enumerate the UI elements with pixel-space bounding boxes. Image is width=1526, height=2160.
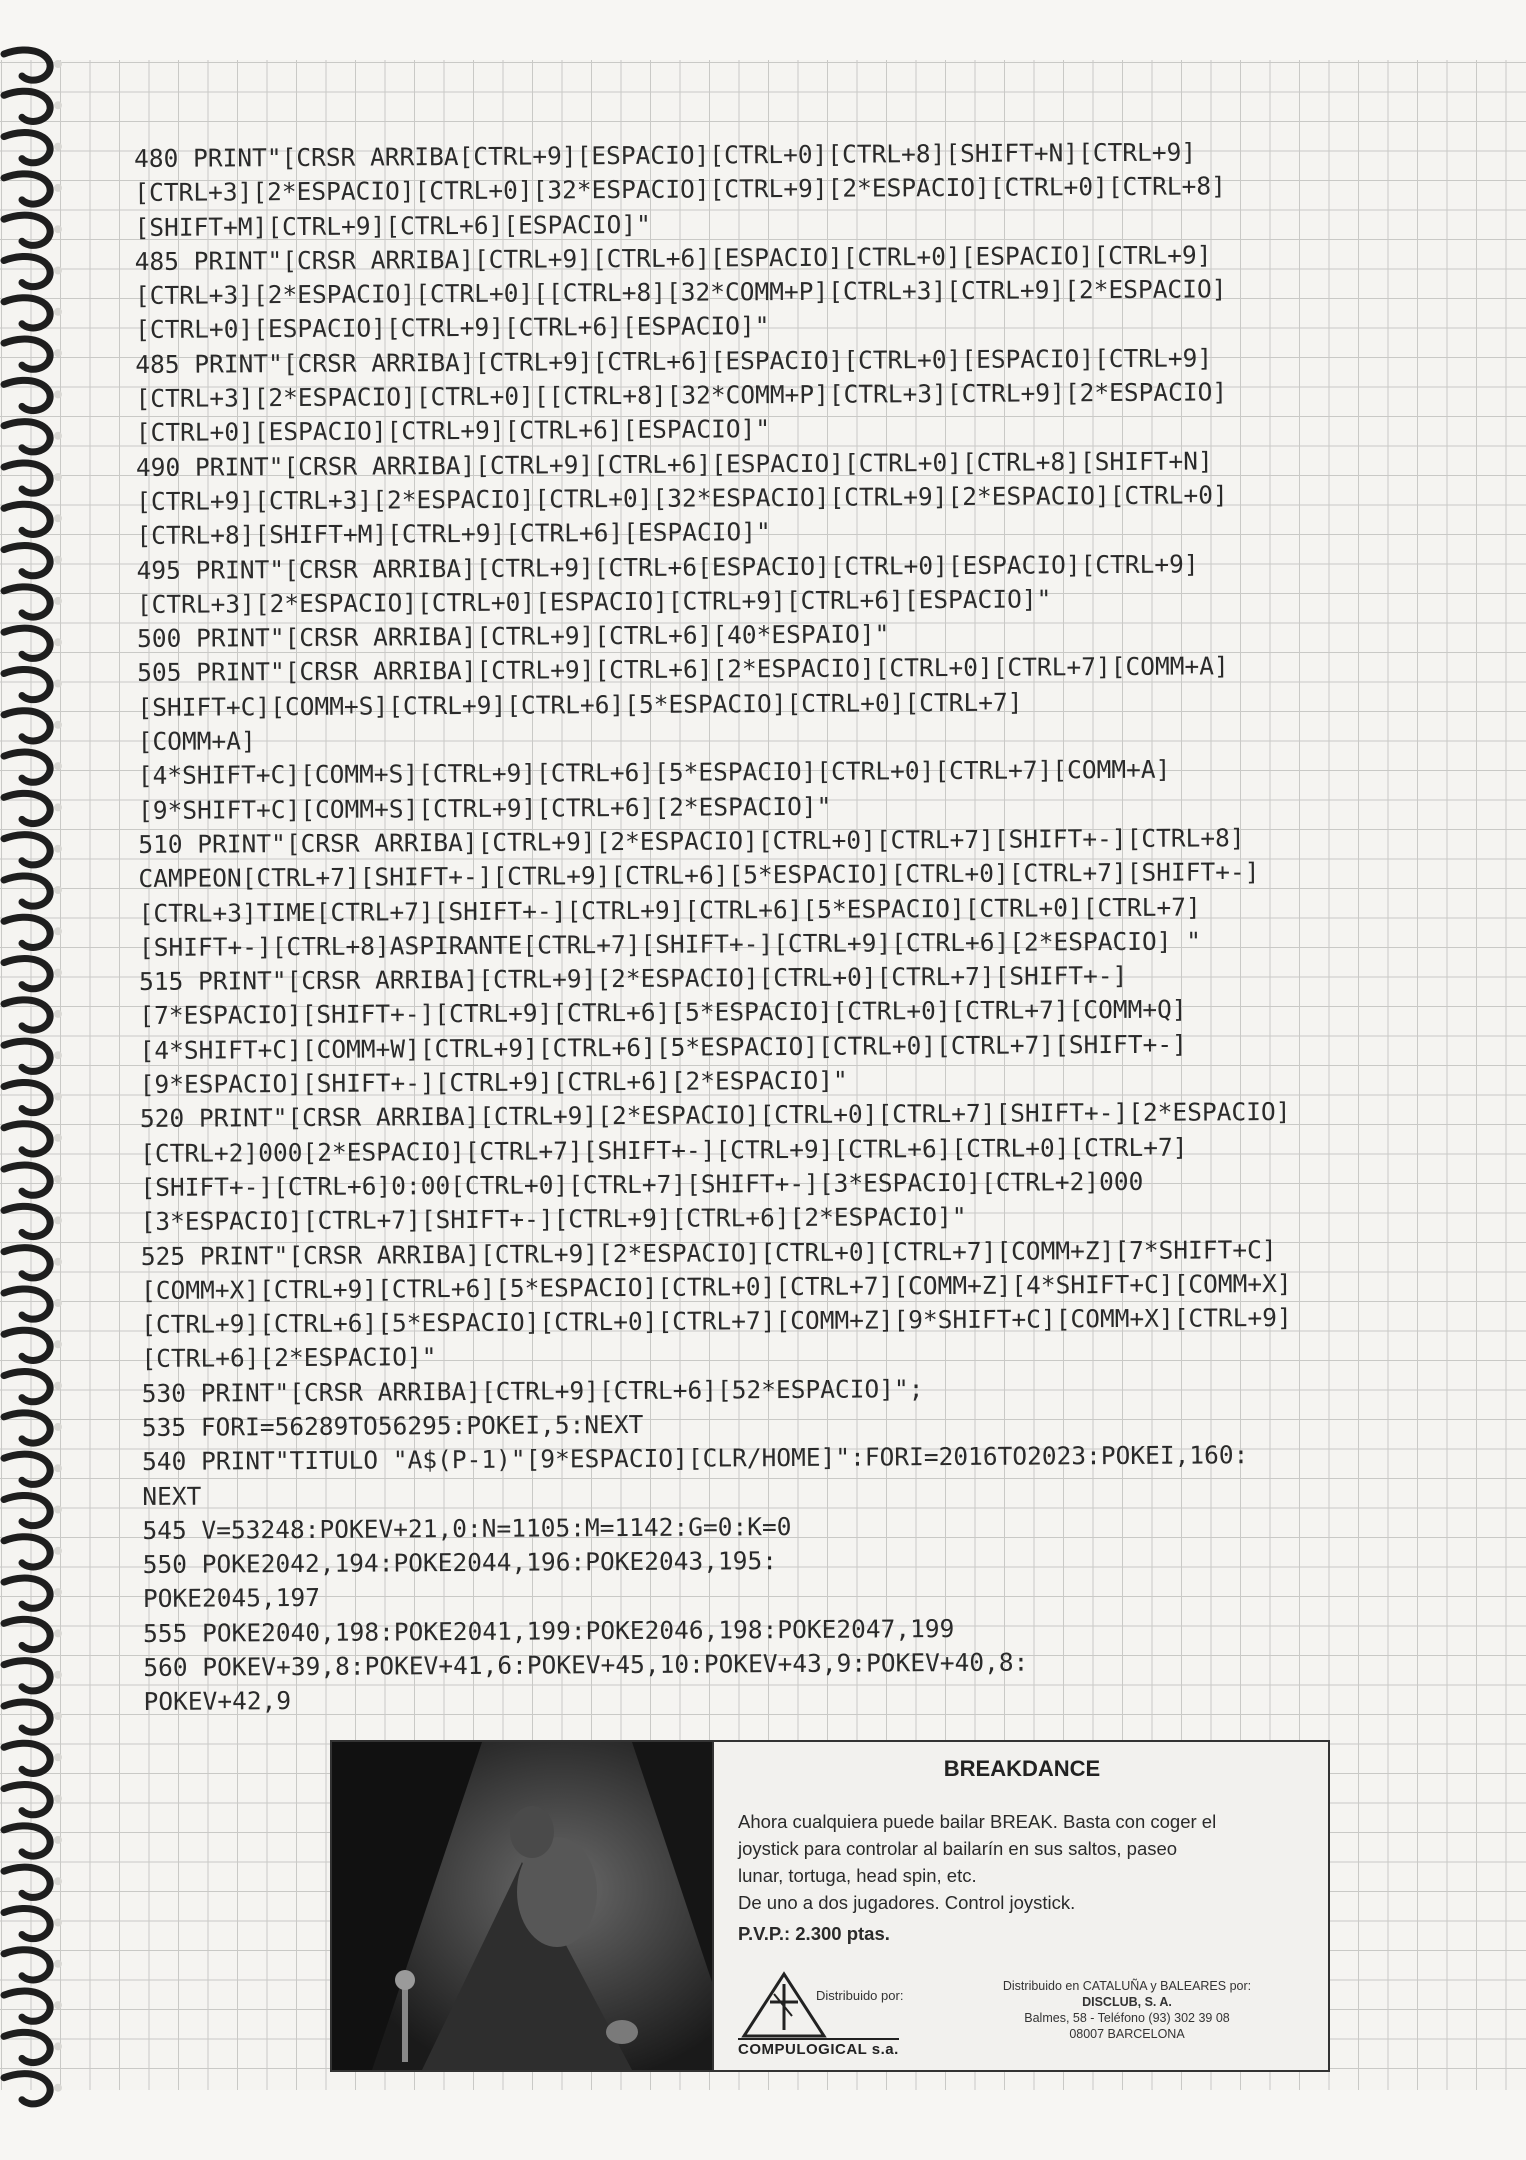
binding-hole [54,762,62,770]
code-line: 560 POKEV+39,8:POKEV+41,6:POKEV+45,10:POKEV+43,9:POKEV+40,8: [143,1647,1029,1683]
code-line: 490 PRINT"[CRSR ARRIBA][CTRL+9][CTRL+6][ESPACIO][CTRL+0][CTRL+8][SHIFT+N] [135,446,1213,482]
code-line: 485 PRINT"[CRSR ARRIBA][CTRL+9][CTRL+6][ESPACIO][CTRL+0][ESPACIO][CTRL+9] [135,343,1213,379]
spiral-ring [4,876,50,906]
binding-hole [54,473,62,481]
spiral-ring [4,380,50,410]
compulogical-logo-text: COMPULOGICAL s.a. [738,2038,899,2058]
code-line: [9*SHIFT+C][COMM+S][CTRL+9][CTRL+6][2*ESPACIO]" [137,791,832,825]
binding-hole [54,1134,62,1142]
spiral-ring [4,917,50,947]
code-line: POKE2045,197 [142,1583,321,1614]
code-line: [3*ESPACIO][CTRL+7][SHIFT+-][CTRL+9][CTRL+6][2*ESPACIO]" [140,1202,967,1237]
ad-description-line: De uno a dos jugadores. Control joystick. [738,1892,1076,1913]
distributor-city: 08007 BARCELONA [1069,2027,1185,2041]
binding-hole [54,1258,62,1266]
spiral-ring [4,298,50,328]
basic-code-listing [134,134,1504,1720]
spiral-ring [4,587,50,617]
spiral-ring [4,1000,50,1030]
binding-hole [54,1671,62,1679]
binding-hole [54,1795,62,1803]
code-line: 515 PRINT"[CRSR ARRIBA][CTRL+9][2*ESPACIO][CTRL+0][CTRL+7][SHIFT+-] [139,961,1128,997]
code-line: 505 PRINT"[CRSR ARRIBA][CTRL+9][CTRL+6][2*ESPACIO][CTRL+0][CTRL+7][COMM+A] [137,651,1229,688]
binding-hole [54,1299,62,1307]
spiral-ring [4,463,50,493]
binding-hole [54,1712,62,1720]
code-line: NEXT [142,1481,202,1511]
binding-hole [54,143,62,151]
page-top-margin [0,0,1526,60]
binding-hole [54,1919,62,1927]
binding-hole [54,60,62,68]
spiral-ring [4,1082,50,1112]
code-line: [CTRL+3][2*ESPACIO][CTRL+0][ESPACIO][CTRL+9][CTRL+6][ESPACIO]" [136,584,1052,619]
code-line: [CTRL+3][2*ESPACIO][CTRL+0][[CTRL+8][32*COMM+P][CTRL+3][CTRL+9][2*ESPACIO] [135,377,1228,414]
binding-hole [54,2084,62,2092]
spiral-ring [4,628,50,658]
spiral-ring [4,91,50,121]
binding-hole [54,1340,62,1348]
code-line: [CTRL+2]000[2*ESPACIO][CTRL+7][SHIFT+-][CTRL+9][CTRL+6][CTRL+0][CTRL+7] [140,1132,1188,1168]
spiral-ring [4,669,50,699]
binding-hole [54,1093,62,1101]
binding-hole [54,1010,62,1018]
code-line: 545 V=53248:POKEV+21,0:N=1105:M=1142:G=0:K=0 [142,1511,792,1545]
spiral-ring [4,711,50,741]
spiral-ring [4,1619,50,1649]
binding-hole [54,184,62,192]
binding-hole [54,1382,62,1390]
code-line: 480 PRINT"[CRSR ARRIBA[CTRL+9][ESPACIO][CTRL+0][CTRL+8][SHIFT+N][CTRL+9] [134,137,1197,173]
spiral-ring [4,1413,50,1443]
spiral-ring [4,174,50,204]
code-line: 525 PRINT"[CRSR ARRIBA][CTRL+9][2*ESPACIO][CTRL+0][CTRL+7][COMM+Z][7*SHIFT+C] [140,1234,1277,1271]
binding-hole [54,1423,62,1431]
distributor-address: Balmes, 58 - Teléfono (93) 302 39 08 [1024,2011,1230,2025]
page-bottom-margin [0,2090,1526,2160]
code-line: [SHIFT+-][CTRL+8]ASPIRANTE[CTRL+7][SHIFT+-][CTRL+9][CTRL+6][2*ESPACIO] " [138,926,1202,962]
binding-hole [54,1836,62,1844]
spiral-binding [0,40,70,2120]
binding-hole [54,1464,62,1472]
spiral-ring [4,422,50,452]
code-line: 540 PRINT"TITULO "A$(P-1)"[9*ESPACIO][CLR/HOME]":FORI=2016TO2023:POKEI,160: [141,1440,1249,1477]
code-line: [SHIFT+-][CTRL+6]0:00[CTRL+0][CTRL+7][SHIFT+-][3*ESPACIO][CTRL+2]000 [140,1166,1144,1202]
spiral-ring [4,2032,50,2062]
code-line: [9*ESPACIO][SHIFT+-][CTRL+9][CTRL+6][2*ESPACIO]" [139,1065,848,1099]
binding-hole [54,721,62,729]
dancer-photo-image [332,1742,712,2070]
code-line: [CTRL+8][SHIFT+M][CTRL+9][CTRL+6][ESPACIO]" [136,517,771,551]
spiral-ring [4,1330,50,1360]
ad-photo [332,1742,712,2070]
spiral-ring [4,50,50,80]
binding-hole [54,349,62,357]
ad-title: BREAKDANCE [943,1756,1101,1781]
code-line: [7*ESPACIO][SHIFT+-][CTRL+9][CTRL+6][5*ESPACIO][CTRL+0][CTRL+7][COMM+Q] [139,995,1187,1031]
code-line: 500 PRINT"[CRSR ARRIBA][CTRL+9][CTRL+6][40*ESPAIO]" [136,619,890,654]
code-line: 530 PRINT"[CRSR ARRIBA][CTRL+9][CTRL+6][52*ESPACIO]"; [141,1373,924,1408]
ad-price: P.V.P.: 2.300 ptas. [738,1923,890,1944]
breakdance-advertisement [330,1740,1330,2072]
code-line: [CTRL+3][2*ESPACIO][CTRL+0][[CTRL+8][32*COMM+P][CTRL+3][CTRL+9][2*ESPACIO] [134,274,1227,311]
binding-hole [54,432,62,440]
code-line: 520 PRINT"[CRSR ARRIBA][CTRL+9][2*ESPACIO][CTRL+0][CTRL+7][SHIFT+-][2*ESPACIO] [139,1097,1291,1134]
spiral-ring [4,339,50,369]
binding-hole [54,308,62,316]
binding-hole [54,886,62,894]
spiral-ring [4,1124,50,1154]
binding-hole [54,969,62,977]
regional-distributor [932,1978,1322,2042]
spiral-ring [4,835,50,865]
spiral-ring [4,1165,50,1195]
spiral-ring [4,1743,50,1773]
spiral-ring [4,1702,50,1732]
code-line: [CTRL+0][ESPACIO][CTRL+9][CTRL+6][ESPACIO]" [135,311,770,345]
binding-hole [54,1877,62,1885]
spiral-ring [4,1867,50,1897]
binding-hole [54,1753,62,1761]
spiral-ring [4,1578,50,1608]
code-line: 495 PRINT"[CRSR ARRIBA][CTRL+9][CTRL+6[ESPACIO][CTRL+0][ESPACIO][CTRL+9] [136,549,1199,585]
spiral-ring [4,752,50,782]
spiral-ring [4,1661,50,1691]
binding-hole [54,1506,62,1514]
binding-hole [54,1960,62,1968]
ad-text-panel [712,1742,1330,2070]
binding-hole [54,2042,62,2050]
binding-hole [54,225,62,233]
spiral-ring [4,546,50,576]
code-line: [COMM+X][CTRL+9][CTRL+6][5*ESPACIO][CTRL+0][CTRL+7][COMM+Z][4*SHIFT+C][COMM+X] [140,1268,1292,1305]
spiral-ring [4,215,50,245]
spiral-ring [4,1991,50,2021]
spiral-ring [4,1248,50,1278]
binding-hole [54,927,62,935]
code-line: [4*SHIFT+C][COMM+S][CTRL+9][CTRL+6][5*ESPACIO][CTRL+0][CTRL+7][COMM+A] [137,755,1171,791]
binding-hole [54,680,62,688]
code-line: [4*SHIFT+C][COMM+W][CTRL+9][CTRL+6][5*ESPACIO][CTRL+0][CTRL+7][SHIFT+-] [139,1029,1187,1065]
code-line: 510 PRINT"[CRSR ARRIBA][CTRL+9][2*ESPACIO][CTRL+0][CTRL+7][SHIFT+-][CTRL+8] [138,823,1245,859]
binding-hole [54,638,62,646]
code-line: 550 POKE2042,194:POKE2044,196:POKE2043,195: [142,1546,778,1580]
spiral-ring [4,1041,50,1071]
ad-description [738,1808,1308,1947]
spiral-ring [4,1785,50,1815]
binding-hole [54,1051,62,1059]
code-line: [CTRL+9][CTRL+3][2*ESPACIO][CTRL+0][32*ESPACIO][CTRL+9][2*ESPACIO][CTRL+0] [136,480,1228,516]
code-line: POKEV+42,9 [143,1686,292,1717]
spiral-ring [4,1950,50,1980]
code-line: [COMM+A] [137,726,256,757]
binding-hole [54,1588,62,1596]
spiral-ring [4,2074,50,2104]
spiral-ring [4,1454,50,1484]
code-line: [CTRL+9][CTRL+6][5*ESPACIO][CTRL+0][CTRL+7][COMM+Z][9*SHIFT+C][COMM+X][CTRL+9] [141,1303,1292,1340]
code-line: 485 PRINT"[CRSR ARRIBA][CTRL+9][CTRL+6][ESPACIO][CTRL+0][ESPACIO][CTRL+9] [134,240,1212,276]
code-line: [CTRL+6][2*ESPACIO]" [141,1342,437,1374]
binding-hole [54,1175,62,1183]
binding-hole [54,101,62,109]
code-line: CAMPEON[CTRL+7][SHIFT+-][CTRL+9][CTRL+6][5*ESPACIO][CTRL+0][CTRL+7][SHIFT+-] [138,857,1260,894]
code-line: 535 FORI=56289TO56295:POKEI,5:NEXT [141,1409,644,1442]
spiral-ring [4,1289,50,1319]
spiral-ring [4,1372,50,1402]
binding-hole [54,1629,62,1637]
binding-hole [54,2001,62,2009]
spiral-ring [4,504,50,534]
binding-hole [54,267,62,275]
distributor-line: Distribuido en CATALUÑA y BALEARES por: [1002,1979,1252,1993]
spiral-ring [4,793,50,823]
spiral-ring [4,256,50,286]
binding-hole [54,390,62,398]
binding-hole [54,556,62,564]
spiral-ring [4,1908,50,1938]
spiral-ring [4,133,50,163]
code-line: [CTRL+0][ESPACIO][CTRL+9][CTRL+6][ESPACIO]" [135,414,771,448]
binding-hole [54,1547,62,1555]
code-line: [CTRL+3][2*ESPACIO][CTRL+0][32*ESPACIO][CTRL+9][2*ESPACIO][CTRL+0][CTRL+8] [134,171,1226,208]
binding-hole [54,845,62,853]
spiral-ring [4,1826,50,1856]
binding-hole [54,1216,62,1224]
binding-hole [54,597,62,605]
code-line: [SHIFT+C][COMM+S][CTRL+9][CTRL+6][5*ESPACIO][CTRL+0][CTRL+7] [137,687,1023,722]
code-line: [CTRL+3]TIME[CTRL+7][SHIFT+-][CTRL+9][CTRL+6][5*ESPACIO][CTRL+0][CTRL+7] [138,892,1201,928]
ad-description-line: Ahora cualquiera puede bailar BREAK. Basta con coger el [738,1811,1217,1832]
spiral-ring [4,1495,50,1525]
spiral-ring [4,1206,50,1236]
distributed-by-label: Distribuido por: [816,1988,904,2003]
spiral-ring [4,959,50,989]
ad-description-line: joystick para controlar al bailarín en sus saltos, paseo [738,1838,1178,1859]
code-line: 555 POKE2040,198:POKE2041,199:POKE2046,198:POKE2047,199 [143,1613,955,1648]
binding-hole [54,514,62,522]
spiral-ring [4,1537,50,1567]
distributor-name: DISCLUB, S. A. [1082,1995,1172,2009]
binding-hole [54,803,62,811]
code-line: [SHIFT+M][CTRL+9][CTRL+6][ESPACIO]" [134,209,651,242]
ad-description-line: lunar, tortuga, head spin, etc. [738,1865,977,1886]
